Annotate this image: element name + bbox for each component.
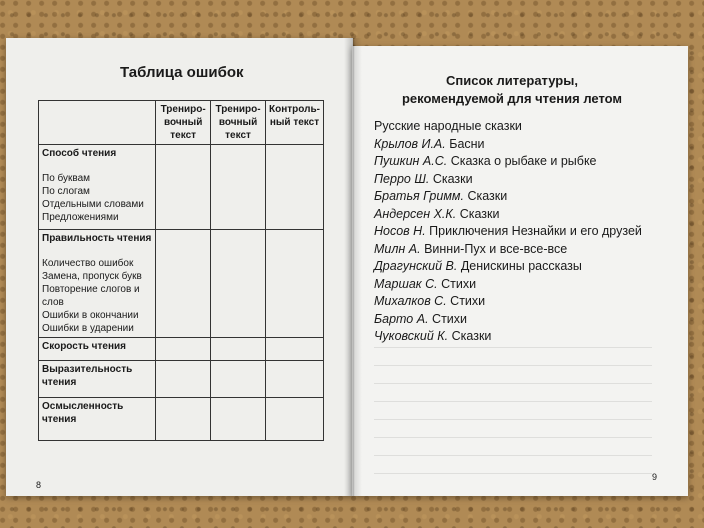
section-cell	[39, 145, 156, 230]
column-header-control: Контроль-ный текст	[265, 101, 323, 145]
book-title: Приключения Незнайки и его друзей	[429, 224, 642, 238]
book-author: Драгунский В.	[374, 259, 458, 273]
literature-list-title	[380, 72, 644, 108]
column-header-training-2: Трениро-вочный текст	[211, 101, 266, 145]
blank-cell	[156, 361, 211, 398]
blank-cell	[265, 230, 323, 338]
blank-cell	[265, 338, 323, 361]
blank-cell	[211, 230, 266, 338]
list-item	[374, 136, 642, 154]
section-heading: Выразительность чтения	[42, 364, 133, 388]
list-item	[374, 276, 642, 294]
section-heading: Осмысленность чтения	[42, 401, 124, 425]
book-title: Сказки	[467, 189, 508, 203]
writing-line	[374, 456, 652, 474]
section-heading: Способ чтения	[42, 148, 117, 159]
table-row	[39, 361, 324, 398]
book-title: Русские народные сказки	[374, 119, 522, 133]
list-item	[374, 293, 642, 311]
blank-cell	[156, 230, 211, 338]
section-item: Ошибки в окончании	[42, 310, 139, 321]
blank-cell	[211, 145, 266, 230]
section-item: Повторение слогов и слов	[42, 284, 140, 308]
book-author: Братья Гримм.	[374, 189, 464, 203]
section-heading: Правильность чтения	[42, 233, 152, 244]
literature-title-line-2: рекомендуемой для чтения летом	[401, 91, 623, 106]
writing-line	[374, 366, 652, 384]
writing-lines	[374, 330, 652, 474]
book-title: Сказка о рыбаке и рыбке	[450, 154, 597, 168]
blank-cell	[211, 398, 266, 441]
literature-title-line-1: Список литературы,	[446, 73, 578, 88]
book-gutter	[344, 38, 362, 496]
list-item	[374, 153, 642, 171]
table-row	[39, 145, 324, 230]
book-author: Андерсен Х.К.	[374, 206, 457, 221]
book-author: Маршак С.	[374, 276, 438, 291]
list-item	[374, 206, 642, 224]
list-item	[374, 258, 642, 276]
book-author: Перро Ш.	[374, 171, 430, 186]
table-row	[39, 230, 324, 338]
writing-line	[374, 438, 652, 456]
book-author: Крылов И.А.	[374, 136, 446, 151]
error-table	[38, 100, 324, 441]
section-cell	[39, 338, 156, 361]
blank-cell	[265, 361, 323, 398]
blank-cell	[156, 145, 211, 230]
blank-cell	[211, 361, 266, 398]
book-title: Сказки	[451, 329, 492, 343]
section-item: По слогам	[42, 186, 90, 197]
list-item	[374, 223, 642, 241]
left-page-number: 8	[36, 480, 42, 490]
list-item	[374, 188, 642, 206]
section-item: Ошибки в ударении	[42, 323, 134, 334]
table-row	[39, 338, 324, 361]
blank-cell	[211, 338, 266, 361]
book-author: Барто А.	[374, 311, 429, 326]
blank-cell	[265, 145, 323, 230]
book-title: Винни-Пух и все-все-все	[424, 241, 568, 256]
error-table-title: Таблица ошибок	[120, 64, 244, 81]
section-item: Предложениями	[42, 212, 119, 223]
right-page-number: 9	[652, 472, 658, 482]
section-cell	[39, 361, 156, 398]
section-cell	[39, 230, 156, 338]
book-title: Стихи	[441, 276, 477, 291]
list-item	[374, 311, 642, 329]
book-list	[374, 118, 642, 346]
blank-cell	[156, 398, 211, 441]
writing-line	[374, 420, 652, 438]
writing-line	[374, 384, 652, 402]
list-item	[374, 241, 642, 259]
blank-cell	[156, 338, 211, 361]
book-title: Денискины рассказы	[460, 259, 582, 273]
section-item: Количество ошибок	[42, 258, 134, 269]
list-item	[374, 118, 642, 136]
section-heading: Скорость чтения	[42, 341, 126, 352]
book-title: Стихи	[432, 311, 468, 326]
error-table-corner-cell	[39, 101, 156, 145]
section-item: Замена, пропуск букв	[42, 271, 142, 282]
book-title: Стихи	[450, 294, 486, 308]
section-cell	[39, 398, 156, 441]
list-item	[374, 171, 642, 189]
book-author: Милн А.	[374, 241, 421, 256]
book-author: Михалков С.	[374, 294, 447, 308]
book-author: Носов Н.	[374, 224, 426, 238]
book-title: Басни	[449, 136, 485, 151]
writing-line	[374, 348, 652, 366]
column-header-training-1: Трениро-вочный текст	[156, 101, 211, 145]
book-author: Пушкин А.С.	[374, 154, 448, 168]
book-title: Сказки	[432, 171, 473, 186]
writing-line	[374, 330, 652, 348]
writing-line	[374, 402, 652, 420]
section-item: По буквам	[42, 173, 91, 184]
book-title: Сказки	[459, 206, 500, 221]
section-item: Отдельными словами	[42, 199, 144, 210]
table-row	[39, 398, 324, 441]
error-table-header-row	[39, 101, 324, 145]
book-author: Чуковский К.	[374, 329, 449, 343]
blank-cell	[265, 398, 323, 441]
